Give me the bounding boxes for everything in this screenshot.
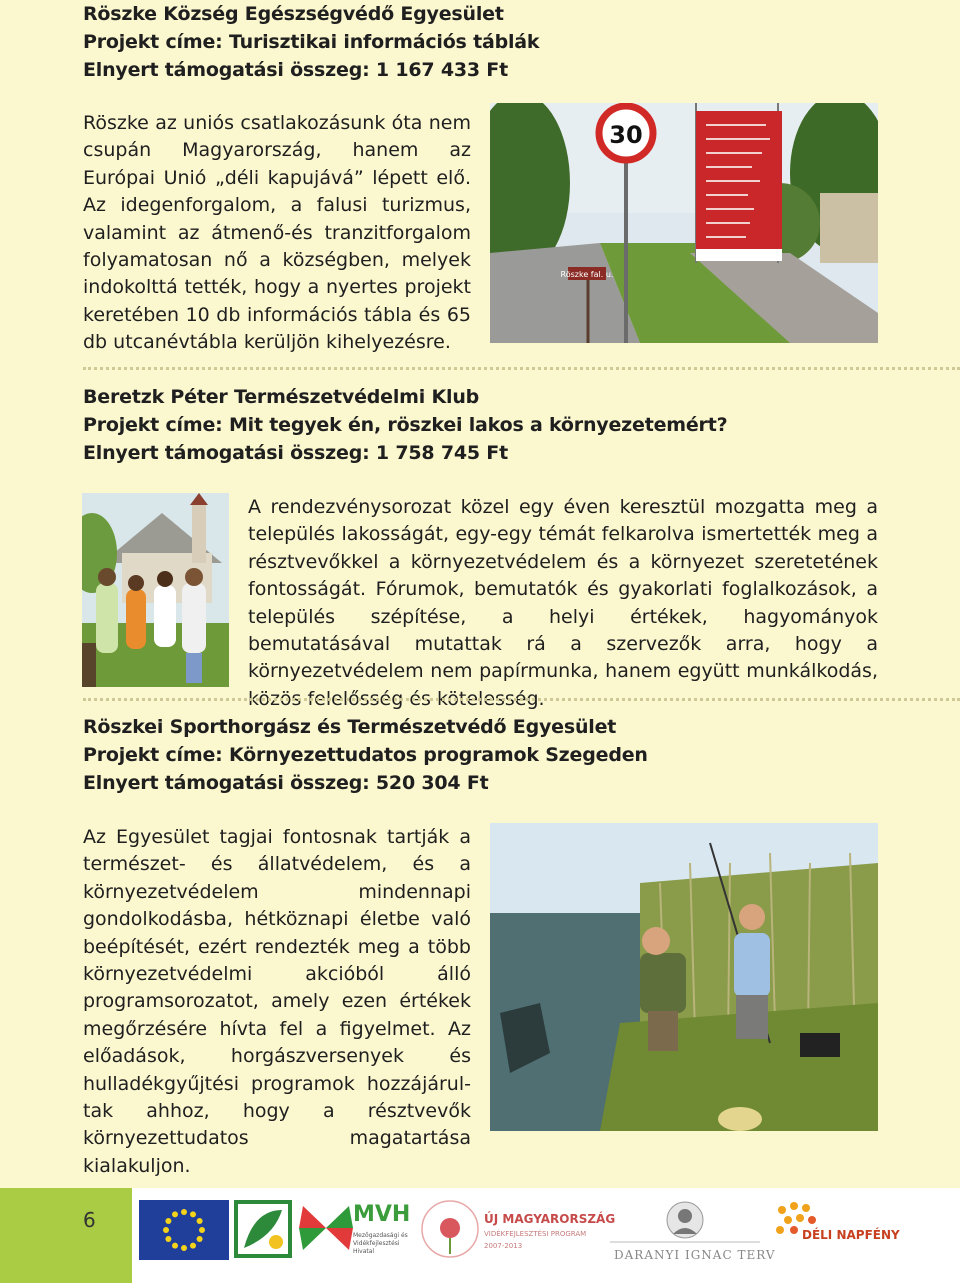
- children-event-photo: [82, 493, 229, 687]
- section3-project: Projekt címe: Környezettudatos programok Szegeden: [83, 744, 648, 766]
- uj-magyarorszag-logo: [420, 1198, 616, 1264]
- footer-green-block: [0, 1188, 132, 1283]
- section1-project: Projekt címe: Turisztikai információs táblák: [83, 31, 540, 53]
- fishing-boys-photo: [490, 823, 878, 1131]
- traffic-signs-photo: [490, 103, 878, 343]
- divider-2: [83, 698, 960, 701]
- mvh-logo-text: MVH: [353, 1202, 411, 1227]
- section1-body: Röszke az uniós csatlakozásunk óta nem csupán Magyarország, hanem az Európai Unió „déli kapujává” lépett elő. Az idegenforgalom, a falusi turizmus, valamint az átmenő-és tranzitforgalom folyamatosan nő a községben, melyek indokolttá tették, hogy a nyertes projekt keretében 10 db információs tábla és 65 db utcanévtábla kerüljön kihelyezésre.: [83, 112, 471, 354]
- section1-amount: Elnyert támogatási összeg: 1 167 433 Ft: [83, 59, 508, 81]
- section2-header: [83, 383, 727, 467]
- section2-body: A rendezvénysorozat közel egy éven keresztül mozgatta meg a település lakosságát, egy-egy témát felkarolva ismertették meg a résztvevőkkel a környezetvédelem és a környezet szeretetének fontosságát. Fórumok, bemutatók és gyakorlati foglalkozások, a település szépítése, a helyi értékek, hagyományok bemutatásával mutattak rá a szervezők arra, hogy a környezetvédelem nem papírmunka, hanem együtt munkálkodás, közös felelősség és kötelesség.: [248, 496, 878, 710]
- uj-logo-subtitle: VIDÉKFEJLESZTÉSI PROGRAM: [484, 1230, 587, 1238]
- uj-logo-title: ÚJ MAGYARORSZÁG: [484, 1212, 616, 1226]
- section1-org: Röszke Község Egészségvédő Egyesület: [83, 3, 504, 25]
- speed-limit-text: 30: [609, 121, 643, 149]
- section2-org: Beretzk Péter Természetvédelmi Klub: [83, 386, 480, 408]
- mvh-logo-subtext: Mezőgazdasági és Vidékfejlesztési Hivatal: [353, 1232, 408, 1255]
- deli-napfeny-logo: [772, 1200, 900, 1262]
- deli-napfeny-text: DÉLI NAPFÉNY: [802, 1228, 900, 1242]
- footer-logo-strip: [132, 1188, 960, 1283]
- street-sign-text: Röszke fal. u.: [560, 270, 614, 279]
- daranyi-logo: [610, 1198, 776, 1274]
- section2-project: Projekt címe: Mit tegyek én, röszkei lakos a környezetemért?: [83, 414, 728, 436]
- section1-header: [83, 0, 539, 84]
- divider-1: [83, 367, 960, 370]
- section3-header: [83, 713, 648, 797]
- mvh-logo: [297, 1198, 412, 1264]
- daranyi-logo-text: DARANYI IGNAC TERV: [614, 1248, 776, 1262]
- section3-amount: Elnyert támogatási összeg: 520 304 Ft: [83, 772, 489, 794]
- section2-amount: Elnyert támogatási összeg: 1 758 745 Ft: [83, 442, 508, 464]
- eu-flag-logo: [139, 1200, 229, 1260]
- page-number: 6: [83, 1208, 96, 1232]
- section3-org: Röszkei Sporthorgász és Természetvédő Egyesület: [83, 716, 617, 738]
- leader-logo: [234, 1200, 292, 1258]
- section3-body: Az Egyesület tagjai fontosnak tartják a természet- és állatvédelem, és a környezetvédelem mindennapi gondolkodásba, hétköznapi életbe való beépítését, ezért rendezték meg a több környezetvédelmi akcióból álló programsorozatot, amely ezen értékek megőrzésére hívta fel a figyelmet. Az előadások, horgászversenyek és hulladékgyűjtési programok hozzájárultak ahhoz, hogy a résztvevők környezettudatos magatartása kialakuljon.: [83, 826, 471, 1177]
- uj-logo-years: 2007-2013: [484, 1242, 523, 1250]
